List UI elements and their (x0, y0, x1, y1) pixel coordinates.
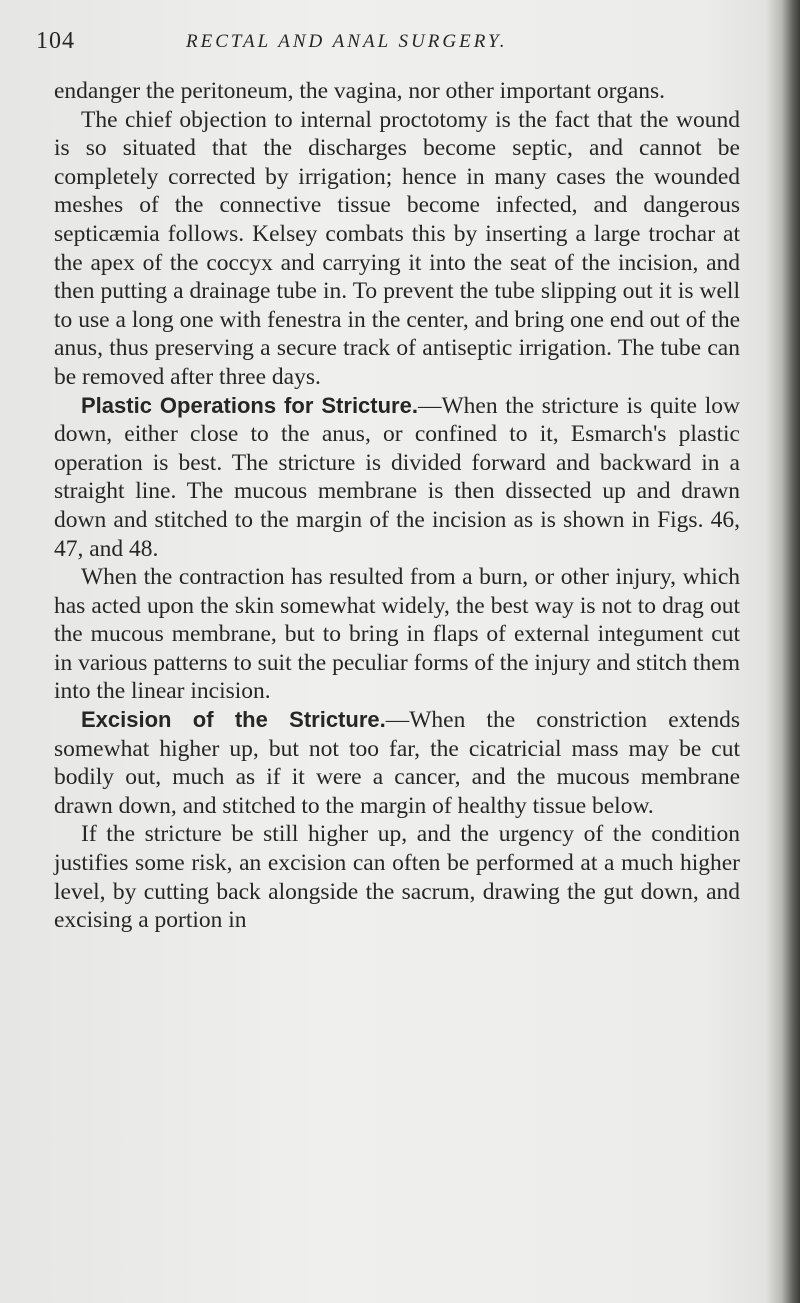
paragraph-excision (54, 706, 740, 820)
paragraph-higher-stricture: If the stricture be still higher up, and the urgency of the condition justifies some risk, an excision can often be performed at a much higher level, by cutting back alongside the sacrum, drawing the gut down, and excising a portion in (54, 821, 740, 934)
body-text (54, 77, 740, 935)
page-number: 104 (36, 28, 75, 54)
paragraph-continuation: endanger the peritoneum, the vagina, nor other important organs. (54, 78, 666, 104)
paragraph-excision-text: —When the constriction extends somewhat higher up, but not too far, the cicatricial mass may be cut bodily out, much as if it were a cancer, and the mucous membrane drawn down, and stitched to the margin of healthy tissue below. (54, 707, 740, 819)
section-heading-plastic-operations: Plastic Operations for Stricture. (81, 392, 418, 418)
paragraph-plastic-operations-text: —When the stricture is quite low down, either close to the anus, or confined to it, Esmarch's plastic operation is best. The stricture is divided forward and backward in a straight line. The mucous membrane is then dissected up and drawn down and stitched to the margin of the incision as is shown in Figs. 46, 47, and 48. (54, 392, 740, 562)
paragraph-internal-proctotomy: The chief objection to internal proctotomy is the fact that the wound is so situated that the discharges become septic, and cannot be completely corrected by irrigation; hence in many cases the wounded meshes of the connective tissue become infected, and dangerous septicæmia follows. Kelsey combats this by inserting a large trochar at the apex of the coccyx and carrying it into the seat of the incision, and then putting a drainage tube in. To prevent the tube slipping out it is well to use a long one with fenestra in the center, and bring one end out of the anus, thus preserving a secure track of antiseptic irrigation. The tube can be removed after three days. (54, 106, 740, 390)
paragraph-contraction-burn: When the contraction has resulted from a burn, or other injury, which has acted upon the skin somewhat widely, the best way is not to drag out the mucous membrane, but to bring in flaps of external integument cut in various patterns to suit the peculiar forms of the injury and stitch them into the linear incision. (54, 564, 740, 705)
book-spine-shadow (766, 0, 800, 1303)
paragraph-plastic-operations (54, 392, 740, 564)
page-header (36, 28, 736, 60)
section-heading-excision: Excision of the Stricture. (81, 707, 386, 733)
running-title: RECTAL AND ANAL SURGERY. (186, 31, 508, 52)
